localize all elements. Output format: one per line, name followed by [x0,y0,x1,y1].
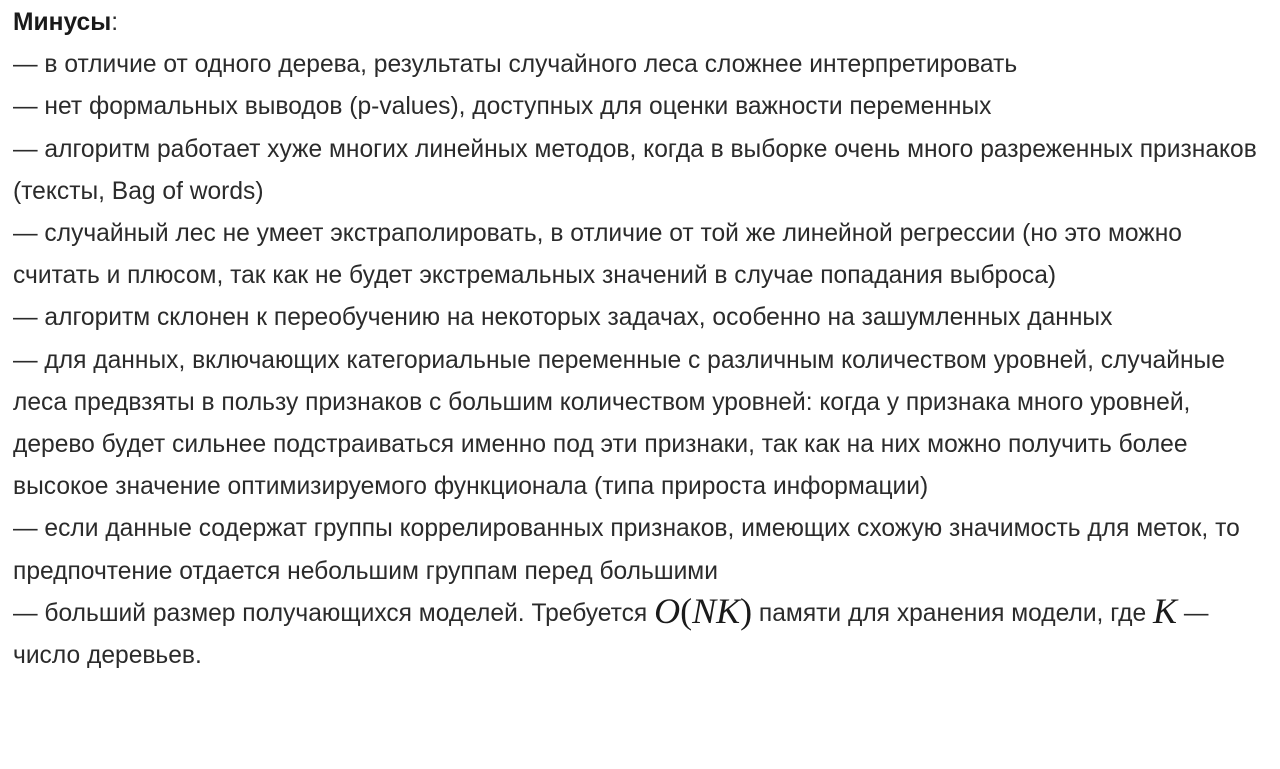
formula-nk: NK [692,590,741,631]
document-body [13,0,1275,677]
model-size-text-middle: памяти для хранения модели, где [752,599,1153,627]
model-size-text-before: — больший размер получающихся моделей. Требуется [13,599,655,627]
section-heading [13,2,1275,44]
list-item-model-size [13,590,1275,677]
list-item: — алгоритм склонен к переобучению на некоторых задачах, особенно на зашумленных данных [13,304,1113,332]
model-size-text-after: — число деревьев. [13,599,1209,670]
list-item: — случайный лес не умеет экстраполировать, в отличие от той же линейной регрессии (но это можно считать и плюсом, так как не будет экстремальных значений в случае попадания выброса) [13,220,1182,290]
formula-open-paren: ( [680,590,693,631]
heading-label: Минусы [13,9,112,36]
formula-onk [654,591,752,631]
list-item: — нет формальных выводов (p-values), доступных для оценки важности переменных [13,93,992,121]
list-item: — в отличие от одного дерева, результаты случайного леса сложнее интерпретировать [13,51,1018,79]
list-item: — алгоритм работает хуже многих линейных методов, когда в выборке очень много разреженных признаков (тексты, Bag of words) [13,135,1257,205]
formula-k: K [1152,590,1177,631]
heading-colon: : [111,9,119,36]
formula-o: O [654,590,681,631]
formula-close-paren: ) [740,590,753,631]
list-item: — если данные содержат группы коррелированных признаков, имеющих схожую значимость для меток, то предпочтение отдается небольшим группам перед большими [13,515,1240,585]
list-item: — для данных, включающих категориальные переменные с различным количеством уровней, случайные леса предвзяты в пользу признаков с большим количеством уровней: когда у признака много уровней, дерево будет сильнее подстраиваться именно под эти признаки, так как на них можно получить более высокое значение оптимизируемого функционала (типа прироста информации) [13,346,1225,501]
